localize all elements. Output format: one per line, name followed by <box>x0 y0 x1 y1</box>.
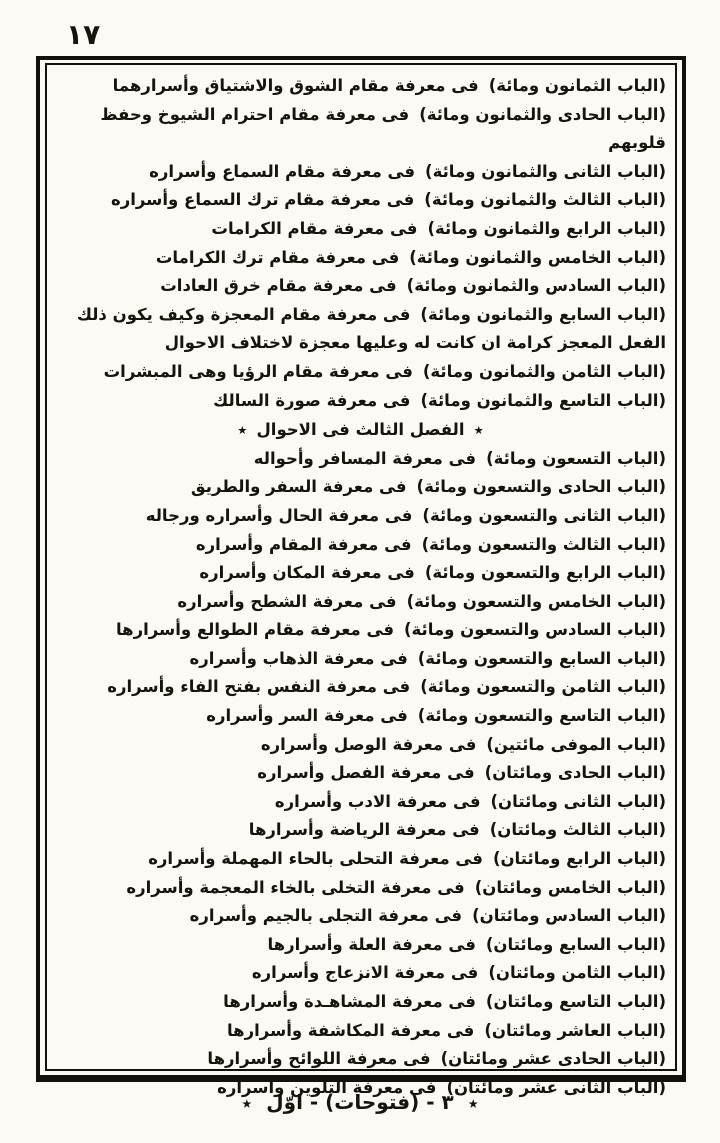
toc-entry <box>55 72 666 101</box>
page-number: ١٧ <box>66 18 101 51</box>
chapter-label: (الباب الحادى عشر ومائتان) <box>440 1049 666 1069</box>
toc-entry <box>55 845 666 874</box>
chapter-label: (الباب السابع والثمانون ومائة) <box>420 304 666 324</box>
chapter-description: فى معرفة مقام احترام الشيوخ وحفظ قلوبهم <box>100 104 666 153</box>
toc-entry <box>55 931 666 960</box>
toc-entry <box>55 759 666 788</box>
chapter-label: (الباب التاسع والتسعون ومائة) <box>417 706 666 726</box>
chapter-description: فى معرفة مقام ترك الكرامات <box>155 247 400 267</box>
chapter-description: فى معرفة التلوين وأسراره <box>217 1077 437 1097</box>
chapter-label: (الباب الثانى ومائتان) <box>490 791 666 811</box>
chapter-label: (الباب الثالث ومائتان) <box>489 820 666 840</box>
chapter-label: (الباب السادس والتسعون ومائة) <box>404 620 666 640</box>
chapter-label: (الباب الثمانون ومائة) <box>488 76 666 95</box>
chapter-label: (الباب الثامن والثمانون ومائة) <box>422 361 666 381</box>
chapter-description: فى معرفة المشاهـدة وأسرارها <box>223 992 476 1011</box>
chapter-label: (الباب الثالث والتسعون ومائة) <box>421 534 666 554</box>
section-heading-text: الفصل الثالث فى الاحوال <box>256 420 465 440</box>
toc-entry <box>55 1045 666 1074</box>
star-ornament-icon: ٭ <box>467 1091 479 1115</box>
chapter-description: فى معرفة مقام المعجزة وكيف يكون ذلك الفعل المعجز كرامة ان كانت له وعليها معجزة لاختلاف الاحوال <box>76 304 666 353</box>
toc-list <box>55 72 666 1102</box>
footer-text: ٣ - (فتوحات) - اوّل <box>266 1090 454 1114</box>
chapter-label: (الباب الرابع والثمانون ومائة) <box>427 218 666 238</box>
chapter-label: (الباب التسعون ومائة) <box>486 448 666 468</box>
chapter-label: (الباب الخامس ومائتان) <box>474 877 666 897</box>
chapter-description: فى معرفة المكاشفة وأسرارها <box>226 1020 475 1040</box>
toc-entry <box>55 101 666 158</box>
chapter-description: فى معرفة التجلى بالجيم وأسراره <box>189 906 463 926</box>
chapter-label: (الباب التاسع والثمانون ومائة) <box>420 390 666 410</box>
chapter-label: (الباب الخامس والثمانون ومائة) <box>409 247 666 267</box>
toc-entry <box>55 645 666 674</box>
toc-entry <box>55 673 666 702</box>
star-ornament-icon: ٭ <box>241 1091 253 1115</box>
toc-entry <box>55 702 666 731</box>
chapter-description: فى معرفة الرياضة وأسرارها <box>248 820 480 840</box>
toc-entry <box>55 445 666 474</box>
chapter-label: (الباب الثانى والتسعون ومائة) <box>422 505 666 525</box>
chapter-label: (الباب الخامس والتسعون ومائة) <box>406 591 666 611</box>
toc-entry <box>55 473 666 502</box>
chapter-label: (الباب السادس والثمانون ومائة) <box>406 276 666 296</box>
toc-entry <box>55 502 666 531</box>
chapter-description: فى معرفة مقام الرؤيا وهى المبشرات <box>103 361 413 381</box>
toc-entry <box>55 616 666 645</box>
toc-entry <box>55 1017 666 1046</box>
chapter-label: (الباب العاشر ومائتان) <box>484 1020 666 1040</box>
chapter-label: (الباب التاسع ومائتان) <box>485 992 666 1011</box>
chapter-label: (الباب الحادى ومائتان) <box>484 763 666 783</box>
page-frame-outer <box>36 56 686 1097</box>
section-heading <box>55 415 666 445</box>
toc-entry <box>55 301 666 358</box>
chapter-description: فى معرفة مقام خرق العادات <box>160 276 397 296</box>
chapter-label: (الباب السابع والتسعون ومائة) <box>417 648 666 668</box>
chapter-description: فى معرفة الحال وأسراره ورجاله <box>145 505 413 525</box>
toc-entry <box>55 158 666 187</box>
page-footer <box>0 1090 720 1114</box>
toc-entry <box>55 531 666 560</box>
chapter-label: (الباب الثامن والتسعون ومائة) <box>420 677 666 697</box>
chapter-description: فى معرفة مقام السماع وأسراره <box>149 161 416 181</box>
toc-entry <box>55 186 666 215</box>
chapter-label: (الباب الثامن ومائتان) <box>488 963 666 983</box>
toc-entry <box>55 902 666 931</box>
chapter-label: (الباب الثالث والثمانون ومائة) <box>424 190 666 210</box>
chapter-label: (الباب الحادى والتسعون ومائة) <box>416 477 666 497</box>
chapter-description: فى معرفة النفس بفتح الفاء وأسراره <box>107 677 411 697</box>
toc-entry <box>55 244 666 273</box>
chapter-label: (الباب الثانى عشر ومائتان) <box>446 1077 666 1097</box>
chapter-description: فى معرفة مقام الكرامات <box>211 218 418 238</box>
chapter-description: فى معرفة العلة وأسرارها <box>267 934 476 954</box>
chapter-description: فى معرفة الفصل وأسراره <box>257 763 475 783</box>
chapter-label: (الباب الحادى والثمانون ومائة) <box>419 104 666 124</box>
toc-entry <box>55 559 666 588</box>
chapter-description: فى معرفة صورة السالك <box>213 390 411 410</box>
chapter-description: فى معرفة الذهاب وأسراره <box>189 648 408 668</box>
star-ornament-icon: ٭ <box>237 419 248 442</box>
chapter-description: فى معرفة السر وأسراره <box>206 706 408 726</box>
chapter-description: فى معرفة المقام وأسراره <box>195 534 412 554</box>
toc-entry <box>55 387 666 416</box>
chapter-description: فى معرفة التخلى بالخاء المعجمة وأسراره <box>126 877 465 897</box>
toc-entry <box>55 588 666 617</box>
toc-entry <box>55 272 666 301</box>
chapter-description: فى معرفة اللوائح وأسرارها <box>207 1049 431 1069</box>
chapter-description: فى معرفة المسافر وأحواله <box>253 448 477 468</box>
chapter-description: فى معرفة الادب وأسراره <box>274 791 481 811</box>
chapter-description: فى معرفة المكان وأسراره <box>199 563 415 583</box>
toc-entry <box>55 988 666 1017</box>
chapter-label: (الباب السادس ومائتان) <box>472 906 666 926</box>
chapter-label: (الباب الثانى والثمانون ومائة) <box>425 161 666 181</box>
chapter-description: فى معرفة مقام الشوق والاشتياق وأسرارهما <box>112 76 479 95</box>
chapter-label: (الباب الموفى مائتين) <box>486 734 666 754</box>
chapter-description: فى معرفة التحلى بالحاء المهملة وأسراره <box>148 849 483 869</box>
chapter-label: (الباب الرابع ومائتان) <box>492 849 666 869</box>
toc-entry <box>55 215 666 244</box>
chapter-description: فى معرفة الشطح وأسراره <box>177 591 397 611</box>
toc-entry <box>55 788 666 817</box>
chapter-label: (الباب الرابع والتسعون ومائة) <box>424 563 666 583</box>
toc-entry <box>55 731 666 760</box>
chapter-description: فى معرفة مقام الطوالع وأسرارها <box>115 620 394 640</box>
toc-entry <box>55 959 666 988</box>
toc-entry <box>55 874 666 903</box>
toc-entry <box>55 816 666 845</box>
toc-entry <box>55 358 666 387</box>
page-frame-inner <box>45 63 677 1097</box>
chapter-description: فى معرفة الوصل وأسراره <box>260 734 477 754</box>
chapter-description: فى معرفة السفر والطريق <box>190 477 407 497</box>
chapter-description: فى معرفة مقام ترك السماع وأسراره <box>111 190 415 210</box>
chapter-description: فى معرفة الانزعاج وأسراره <box>251 963 479 983</box>
chapter-label: (الباب السابع ومائتان) <box>485 934 666 954</box>
star-ornament-icon: ٭ <box>473 419 484 442</box>
